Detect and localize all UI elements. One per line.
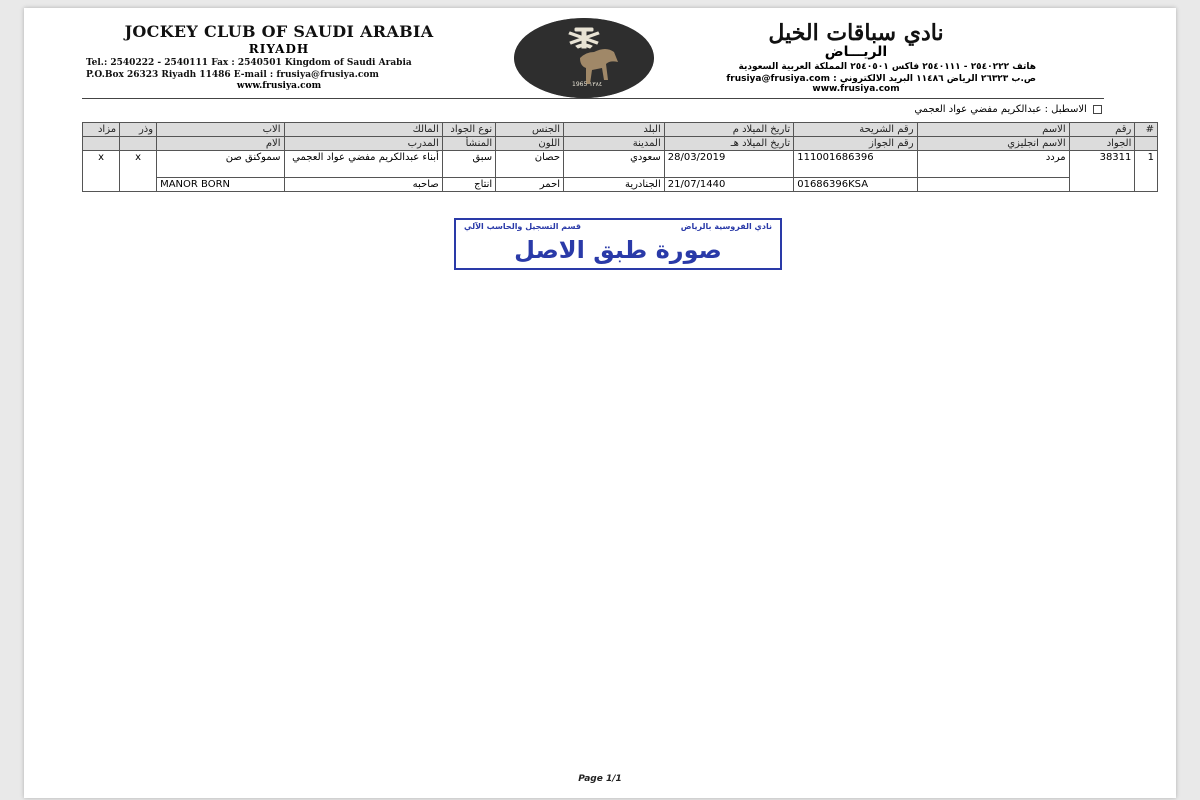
contact-line-english: Tel.: 2540222 - 2540111 Fax : 2540501 Kingdom of Saudi Arabia [86, 58, 412, 68]
document-page [24, 8, 1176, 798]
header-owner: المالك [284, 123, 442, 137]
subheader-dam: الام [157, 137, 284, 151]
cell-name: مردد [917, 151, 1069, 178]
table-header-row [83, 123, 1158, 137]
svg-text:1965 ١٣٨٤: 1965 ١٣٨٤ [572, 81, 603, 88]
cell-city: الجنادرية [564, 178, 665, 192]
cell-auction: x [83, 151, 120, 192]
cell-type: سبق [442, 151, 495, 178]
cell-dob-hijri: 21/07/1440 [664, 178, 793, 192]
cell-english-name [917, 178, 1069, 192]
subheader-origin: المنشأ [442, 137, 495, 151]
header-auction: مزاد [83, 123, 120, 137]
club-logo [514, 18, 654, 98]
city-arabic: الريـــاض [824, 44, 888, 60]
header-index: # [1135, 123, 1158, 137]
header-number: رقم [1069, 123, 1135, 137]
header-type: نوع الجواد [442, 123, 495, 137]
header-chip: رقم الشريحة [794, 123, 917, 137]
header-sire: الاب [157, 123, 284, 137]
horse-registration-table [82, 122, 1158, 192]
subheader-color: اللون [496, 137, 564, 151]
stamp-department: قسم التسجيل والحاسب الآلي [464, 222, 581, 231]
checkbox-icon [1093, 105, 1102, 114]
address-line-english: P.O.Box 26323 Riyadh 11486 E-mail : frusiya@frusiya.com [86, 70, 379, 80]
cell-dam: MANOR BORN [157, 178, 284, 192]
stable-label [914, 104, 1102, 115]
subheader-empty [1135, 137, 1158, 151]
header-name: الاسم [917, 123, 1069, 137]
cell-sex: حصان [496, 151, 564, 178]
subheader-empty [120, 137, 157, 151]
table-row [83, 178, 1158, 192]
club-name-arabic: نادي سباقات الخيل [768, 20, 944, 46]
website-english: www.frusiya.com [236, 81, 322, 91]
subheader-city: المدينة [564, 137, 665, 151]
certified-copy-stamp [454, 218, 782, 270]
cell-passport: 01686396KSA [794, 178, 917, 192]
contact-line-arabic: هاتف ٢٥٤٠٢٢٢ - ٢٥٤٠١١١ فاكس ٢٥٤٠٥٠١ المملكة العربية السعودية [738, 62, 1036, 72]
subheader-empty [83, 137, 120, 151]
stable-owner-text: الاسطبل : عبدالكريم مفضي عواد العجمي [914, 104, 1087, 115]
cell-index: 1 [1135, 151, 1158, 192]
cell-weight: x [120, 151, 157, 192]
cell-owner: أبناء عبدالكريم مفضي عواد العجمي [284, 151, 442, 178]
letterhead-english [84, 22, 474, 91]
subheader-english-name: الاسم انجليزي [917, 137, 1069, 151]
subheader-number: الجواد [1069, 137, 1135, 151]
cell-chip: 111001686396 [794, 151, 917, 178]
letterhead-arabic [676, 20, 1036, 94]
cell-number: 38311 [1069, 151, 1135, 192]
stamp-club-name: نادي الفروسية بالرياض [680, 222, 772, 231]
stamp-header [464, 222, 772, 231]
cell-color: احمر [496, 178, 564, 192]
address-line-arabic: ص.ب ٢٦٣٢٣ الرياض ١١٤٨٦ البريد الالكتروني : frusiya@frusiya.com [726, 74, 1036, 84]
subheader-dob-hijri: تاريخ الميلاد هـ [664, 137, 793, 151]
website-arabic: www.frusiya.com [812, 84, 900, 94]
cell-country: سعودي [564, 151, 665, 178]
table-subheader-row [83, 137, 1158, 151]
subheader-passport: رقم الجواز [794, 137, 917, 151]
page-number: Page 1/1 [578, 774, 622, 784]
cell-sire: سموكنق صن [157, 151, 284, 178]
city-english: RIYADH [248, 42, 310, 56]
table-row [83, 151, 1158, 178]
header-sex: الجنس [496, 123, 564, 137]
header-country: البلد [564, 123, 665, 137]
subheader-trainer: المدرب [284, 137, 442, 151]
header-dob: تاريخ الميلاد م [664, 123, 793, 137]
header-weight: وذر [120, 123, 157, 137]
club-name-english: JOCKEY CLUB OF SAUDI ARABIA [124, 22, 434, 41]
cell-dob: 28/03/2019 [664, 151, 793, 178]
letterhead-divider [82, 98, 1104, 99]
cell-trainer: صاحبه [284, 178, 442, 192]
stamp-text: صورة طبق الاصل [514, 236, 722, 264]
cell-origin: انتاج [442, 178, 495, 192]
